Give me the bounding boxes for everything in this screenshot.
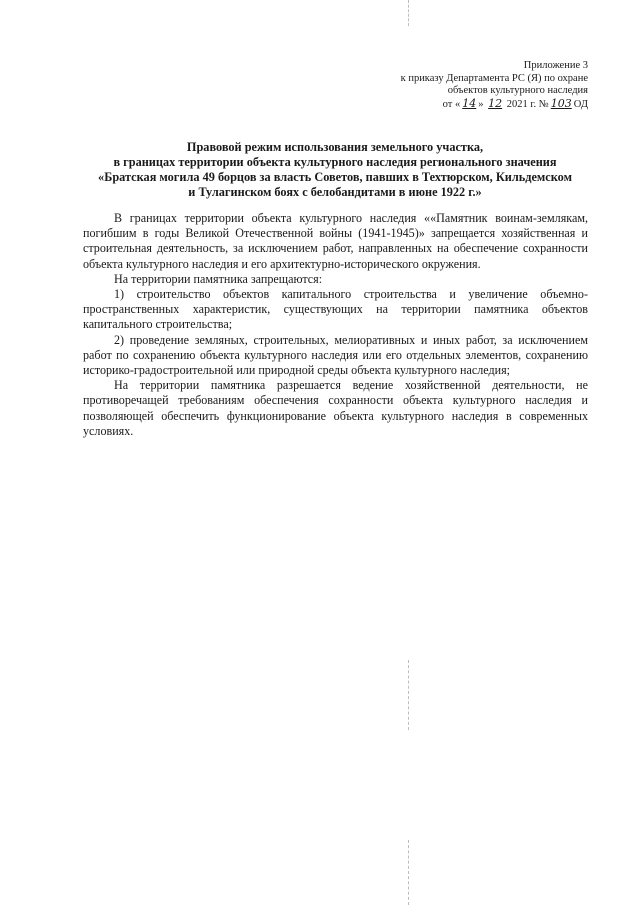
paragraph-general-restriction: В границах территории объекта культурного наследия ««Памятник воинам-землякам, погибшим в годы Великой Отечественной войны (1941-1945)» запрещается хозяйственная и строительная деятельность, за исключением работ, направленных на обеспечение сохранности объекта культурного наследия и его архитектурно-исторического окружения. — [83, 211, 588, 271]
document-body — [83, 211, 588, 439]
paragraph-prohibitions-intro: На территории памятника запрещаются: — [114, 271, 323, 286]
date-mid: » — [478, 98, 484, 110]
order-suffix: ОД — [573, 98, 588, 110]
title-line-3: «Братская могила 49 борцов за власть Советов, павших в Техтюрском, Кильдемском — [98, 170, 572, 184]
title-line-1: Правовой режим использования земельного участка, — [186, 140, 484, 154]
fold-mark-top — [408, 0, 409, 26]
fold-mark-bottom — [408, 840, 409, 905]
appendix-header — [328, 60, 588, 111]
title-line-4: и Тулагинском боях с белобандитами в июне 1922 г.» — [188, 185, 482, 199]
appendix-date-line — [328, 98, 588, 112]
paragraph-prohibition-2: 2) проведение земляных, строительных, мелиоративных и иных работ, за исключением работ по сохранению объекта культурного наследия или его отдельных элементов, сохранению историко-градостроительной или природной среды объекта культурного наследия; — [83, 332, 588, 378]
paragraph-permitted-activity: На территории памятника разрешается ведение хозяйственной деятельности, не противоречащей требованиям обеспечения сохранности объекта культурного наследия и позволяющей обеспечить функционирование объекта культурного наследия в современных условиях. — [83, 378, 588, 438]
date-year: 2021 г. № — [506, 98, 549, 110]
paragraph-prohibition-1: 1) строительство объектов капитального строительства и увеличение объемно-пространственных характеристик, существующих на территории памятника объектов капитального строительства; — [83, 287, 588, 332]
fold-mark-lower — [408, 660, 409, 730]
appendix-number: Приложение 3 — [523, 60, 588, 71]
date-month-handwritten: 12 — [488, 96, 503, 110]
document-title — [80, 140, 590, 200]
date-day-handwritten: 14 — [462, 96, 477, 110]
date-prefix: от « — [442, 98, 461, 110]
title-line-2: в границах территории объекта культурного наследия регионального значения — [113, 155, 557, 169]
appendix-department: объектов культурного наследия — [447, 85, 588, 96]
order-number-handwritten: 103 — [550, 96, 572, 110]
appendix-order-ref: к приказу Департамента РС (Я) по охране — [400, 72, 588, 84]
